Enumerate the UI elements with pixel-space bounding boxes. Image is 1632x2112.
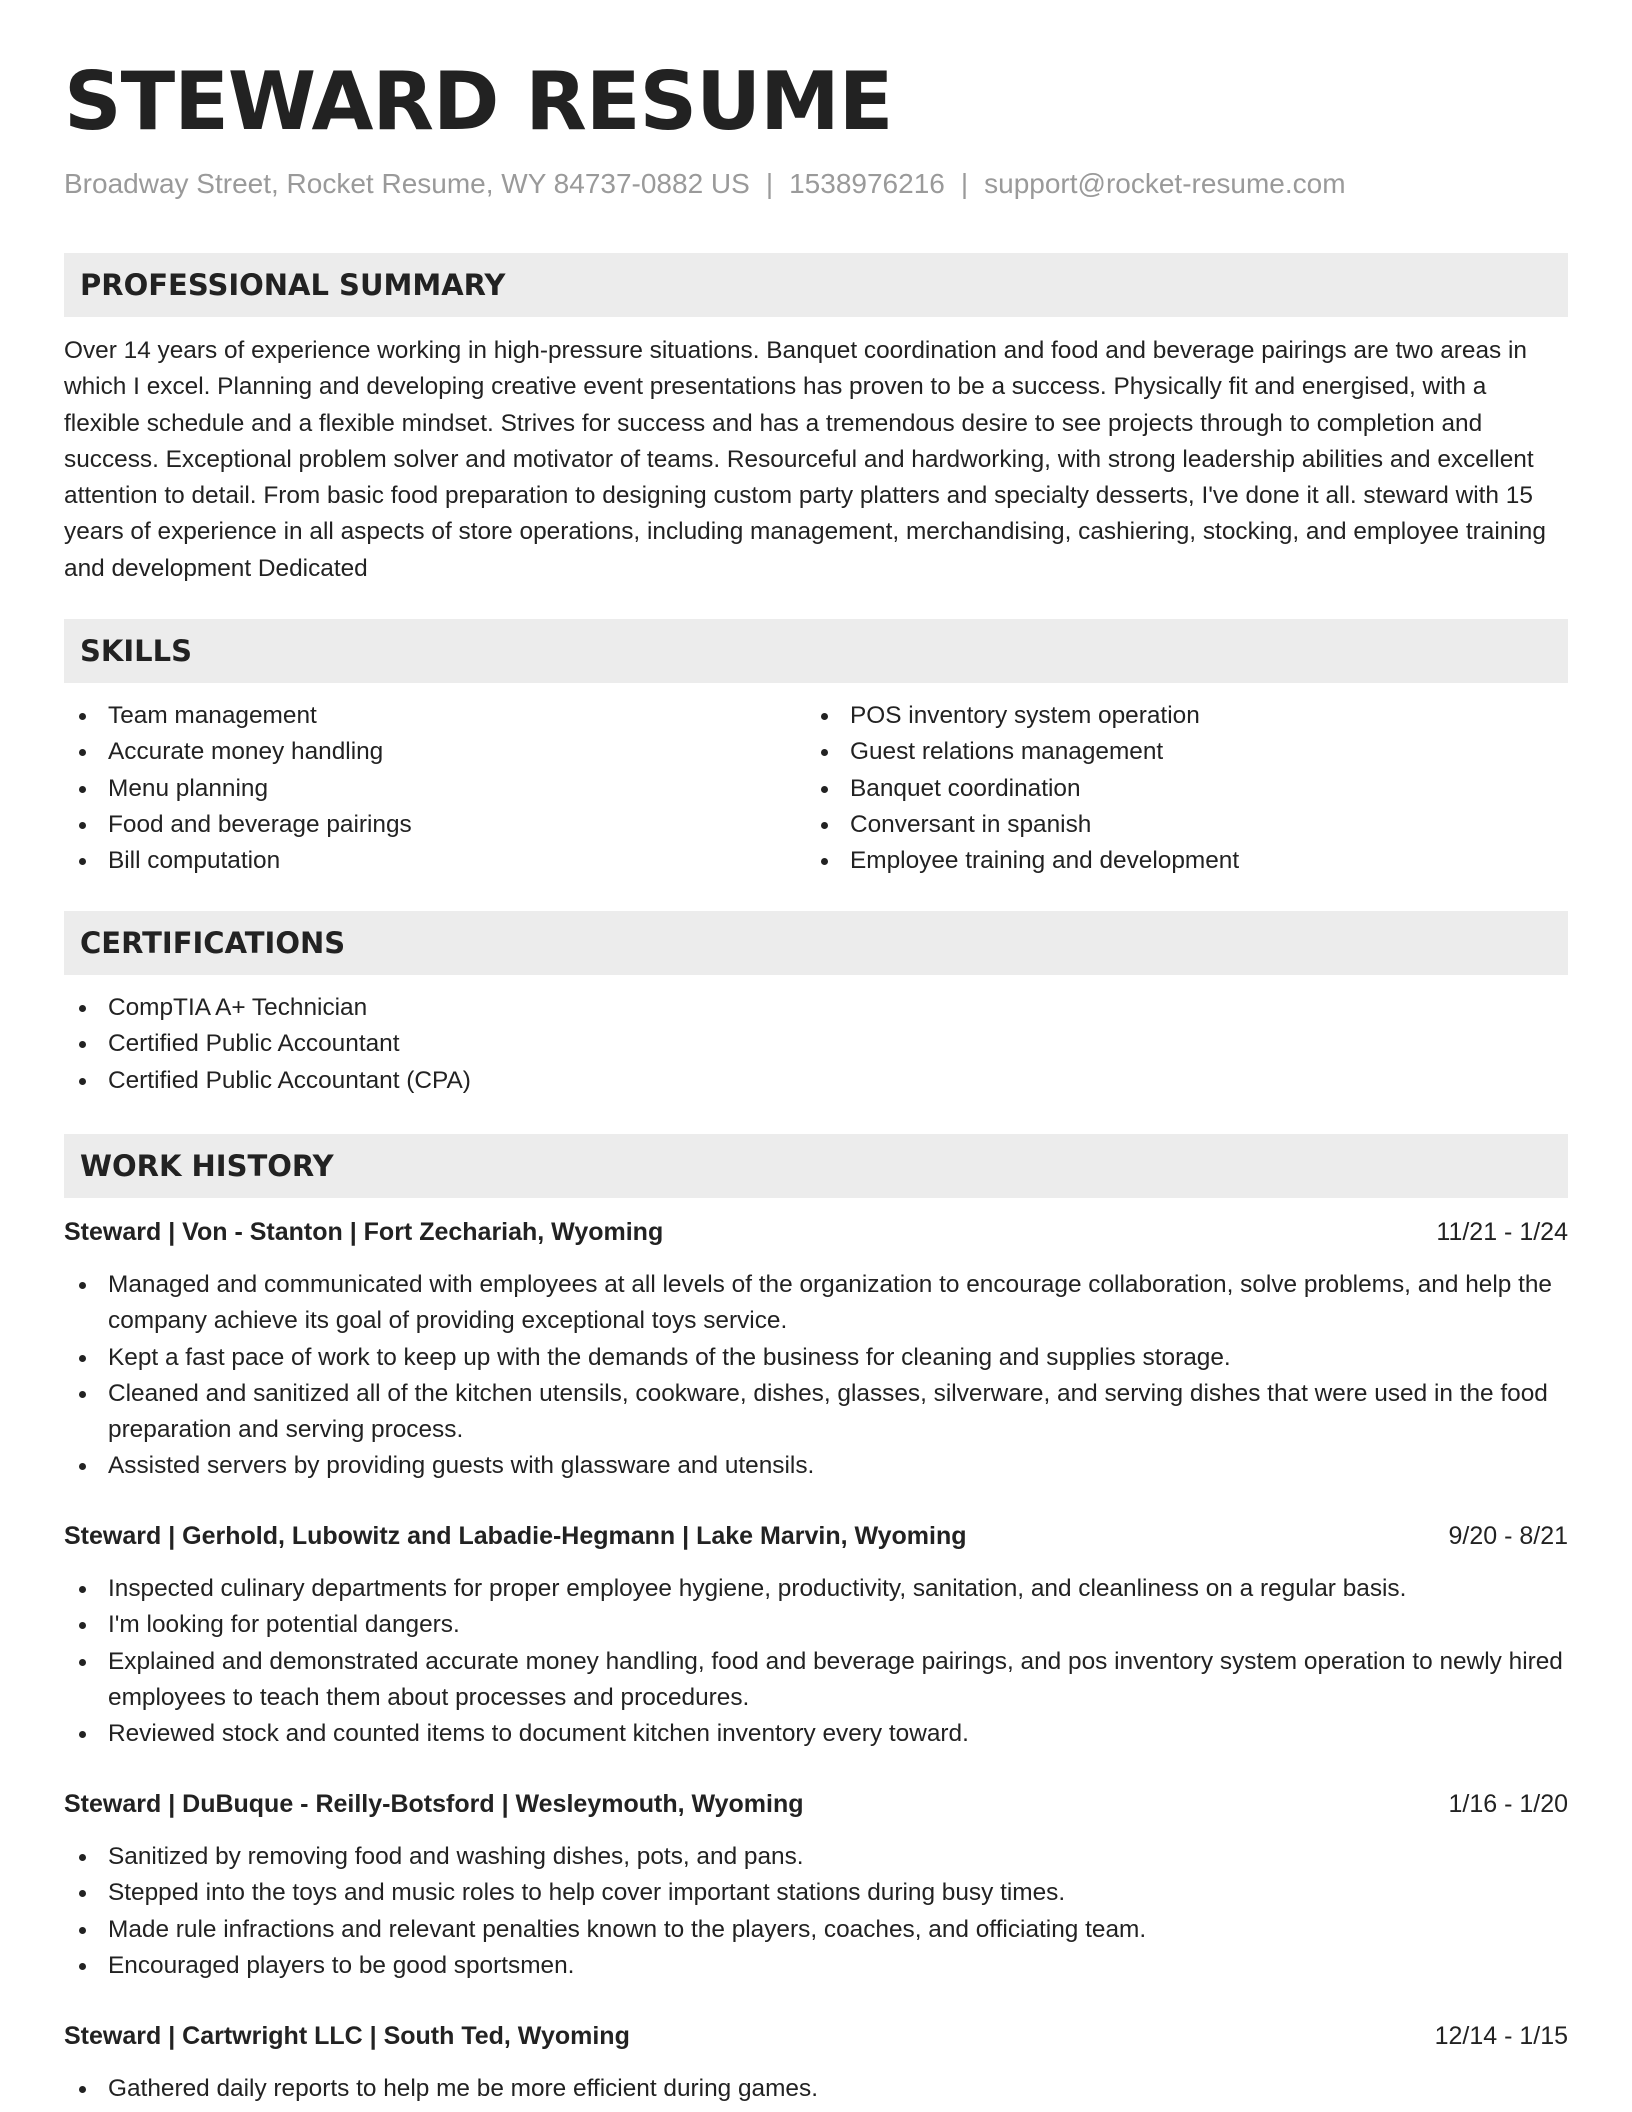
job-title: Steward | Cartwright LLC | South Ted, Wyoming (64, 2022, 630, 2050)
job-title: Steward | DuBuque - Reilly-Botsford | Wesleymouth, Wyoming (64, 1790, 804, 1818)
certification-item: CompTIA A+ Technician (64, 990, 1568, 1026)
skills-heading: SKILLS (80, 634, 192, 668)
summary-heading-bar (64, 253, 1568, 317)
job-dates: 11/21 - 1/24 (1436, 1218, 1568, 1246)
job-bullet: Sanitized by removing food and washing dishes, pots, and pans. (64, 1839, 1568, 1875)
contact-separator: | (765, 168, 774, 199)
job-bullets (64, 1267, 1568, 1485)
skill-item: Guest relations management (806, 734, 1568, 770)
job-bullet: Kept a fast pace of work to keep up with the demands of the business for cleaning and supplies storage. (64, 1340, 1568, 1376)
skill-item: Food and beverage pairings (64, 807, 806, 843)
certification-item: Certified Public Accountant (CPA) (64, 1063, 1568, 1099)
job-bullets (64, 1839, 1568, 1984)
certifications-heading-bar (64, 911, 1568, 975)
contact-separator: | (960, 168, 969, 199)
job-title: Steward | Von - Stanton | Fort Zechariah, Wyoming (64, 1218, 664, 1246)
job-dates: 9/20 - 8/21 (1448, 1522, 1568, 1550)
skills-heading-bar (64, 619, 1568, 683)
job-bullet: Reviewed stock and counted items to document kitchen inventory every toward. (64, 1716, 1568, 1752)
skill-item: Team management (64, 698, 806, 734)
job-bullets (64, 1571, 1568, 1752)
skills-list-left (64, 698, 806, 879)
certifications-heading: CERTIFICATIONS (80, 926, 346, 960)
job-title: Steward | Gerhold, Lubowitz and Labadie-Hegmann | Lake Marvin, Wyoming (64, 1522, 967, 1550)
job-dates: 12/14 - 1/15 (1434, 2022, 1568, 2050)
resume-name: STEWARD RESUME (64, 55, 893, 148)
skill-item: POS inventory system operation (806, 698, 1568, 734)
skill-item: Banquet coordination (806, 771, 1568, 807)
job-bullet: Inspected culinary departments for proper employee hygiene, productivity, sanitation, and cleanliness on a regular basis. (64, 1571, 1568, 1607)
skill-item: Menu planning (64, 771, 806, 807)
job-bullets (64, 2071, 1568, 2107)
email-text: support@rocket-resume.com (984, 168, 1346, 199)
summary-heading: PROFESSIONAL SUMMARY (80, 268, 506, 302)
job-bullet: Assisted servers by providing guests with glassware and utensils. (64, 1448, 1568, 1484)
job-bullet: Gathered daily reports to help me be more efficient during games. (64, 2071, 1568, 2107)
work-history-heading: WORK HISTORY (80, 1149, 334, 1183)
skills-list-right (806, 698, 1568, 879)
job-bullet: Explained and demonstrated accurate money handling, food and beverage pairings, and pos inventory system operation to newly hired employees to teach them about processes and procedures. (64, 1644, 1568, 1717)
skill-item: Accurate money handling (64, 734, 806, 770)
job-dates: 1/16 - 1/20 (1448, 1790, 1568, 1818)
phone-text: 1538976216 (789, 168, 945, 199)
address-text: Broadway Street, Rocket Resume, WY 84737-0882 US (64, 168, 750, 199)
certifications-list (64, 990, 1568, 1099)
skill-item: Conversant in spanish (806, 807, 1568, 843)
skill-item: Employee training and development (806, 843, 1568, 879)
work-history-heading-bar (64, 1134, 1568, 1198)
job-bullet: Encouraged players to be good sportsmen. (64, 1948, 1568, 1984)
contact-line (64, 166, 1346, 202)
job-bullet: I'm looking for potential dangers. (64, 1607, 1568, 1643)
certification-item: Certified Public Accountant (64, 1026, 1568, 1062)
job-bullet: Cleaned and sanitized all of the kitchen utensils, cookware, dishes, glasses, silverware, and serving dishes that were used in the food preparation and serving process. (64, 1376, 1568, 1449)
job-bullet: Managed and communicated with employees at all levels of the organization to encourage collaboration, solve problems, and help the company achieve its goal of providing exceptional toys service. (64, 1267, 1568, 1340)
summary-text: Over 14 years of experience working in high-pressure situations. Banquet coordination and food and beverage pairings are two areas in which I excel. Planning and developing creative event presentations has proven to be a success. Physically fit and energised, with a flexible schedule and a flexible mindset. Strives for success and has a tremendous desire to see projects through to completion and success. Exceptional problem solver and motivator of teams. Resourceful and hardworking, with strong leadership abilities and excellent attention to detail. From basic food preparation to designing custom party platters and specialty desserts, I've done it all. steward with 15 years of experience in all aspects of store operations, including management, merchandising, cashiering, stocking, and employee training and development Dedicated (64, 337, 1546, 582)
job-bullet: Stepped into the toys and music roles to help cover important stations during busy times. (64, 1875, 1568, 1911)
job-bullet: Made rule infractions and relevant penalties known to the players, coaches, and officiating team. (64, 1912, 1568, 1948)
skill-item: Bill computation (64, 843, 806, 879)
